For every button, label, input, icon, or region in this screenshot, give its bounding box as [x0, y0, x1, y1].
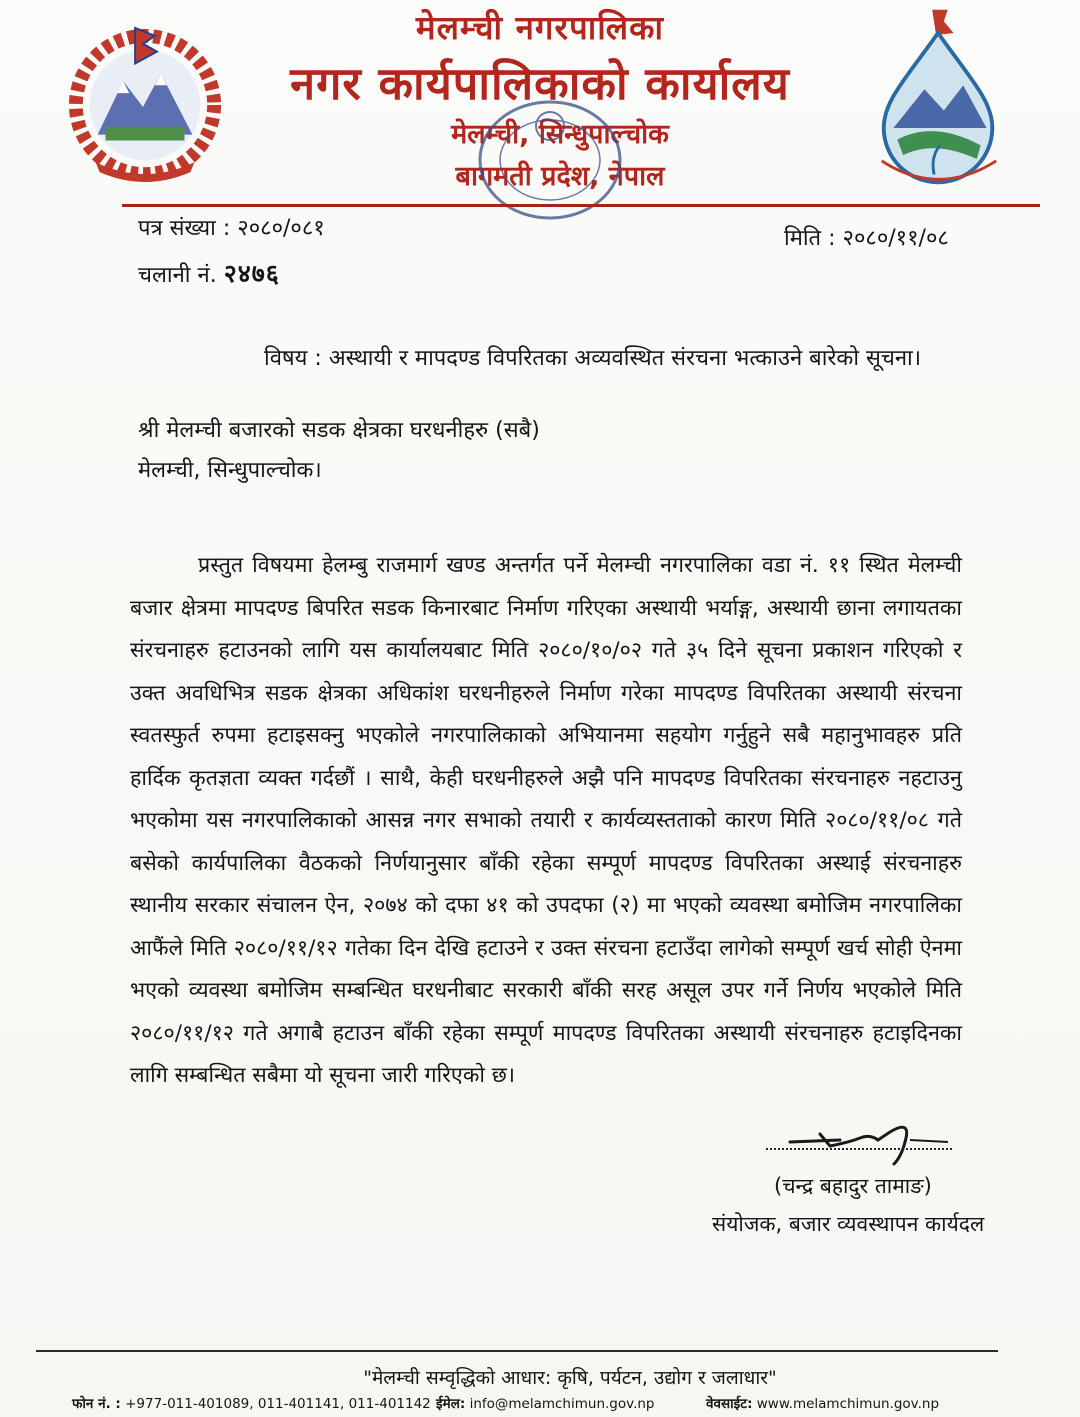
- signatory-name: (चन्द्र बहादुर तामाङ): [774, 1174, 932, 1198]
- footer-email: [436, 1394, 654, 1412]
- letter-number-value: २०८०/०८१: [237, 216, 325, 241]
- dispatch-number: [138, 256, 280, 290]
- letter-date-value: २०८०/११/०८: [842, 226, 949, 251]
- dispatch-number-value: २४७६: [223, 259, 280, 288]
- subject-line: [264, 342, 921, 372]
- signature-line: [766, 1148, 952, 1150]
- addressee-line-1: श्री मेलम्ची बजारको सडक क्षेत्रका घरधनीहरु (सबै): [138, 418, 540, 443]
- body-paragraph: प्रस्तुत विषयमा हेलम्बु राजमार्ग खण्ड अन्तर्गत पर्ने मेलम्ची नगरपालिका वडा नं. ११ स्थित मेलम्ची बजार क्षेत्रमा मापदण्ड बिपरित सडक किनारबाट निर्माण गरिएका अस्थायी भर्याङ्ग, अस्थायी छाना लगायतका संरचनाहरु हटाउनको लागि यस कार्यालयबाट मिति २०८०/१०/०२ गते ३५ दिने सूचना प्रकाशन गरिएको र उक्त अवधिभित्र सडक क्षेत्रका अधिकांश घरधनीहरुले निर्माण गरेका मापदण्ड विपरितका अस्थायी संरचना स्वतस्फुर्त रुपमा हटाइसक्नु भएकोले नगरपालिकाको अभियानमा सहयोग गर्नुहुने सबै महानुभावहरु प्रति हार्दिक कृतज्ञता व्यक्त गर्दछौं । साथै, केही घरधनीहरुले अझै पनि मापदण्ड विपरितका संरचनाहरु नहटाउनु भएकोमा यस नगरपालिकाको आसन्न नगर सभाको तयारी र कार्यव्यस्तताको कारण मिति २०८०/११/०८ गते बसेको कार्यपालिका वैठकको निर्णयानुसार बाँकी रहेका सम्पूर्ण मापदण्ड विपरितका अस्थाई संरचनाहरु स्थानीय सरकार संचालन ऐन, २०७४ को दफा ४१ को उपदफा (२) मा भएको व्यवस्था बमोजिम नगरपालिका आफैंले मिति २०८०/११/१२ गतेका दिन देखि हटाउने र उक्त संरचना हटाउँदा लागेको सम्पूर्ण खर्च सोही ऐनमा भएको व्यवस्था बमोजिम सम्बन्धित घरधनीबाट सरकारी बाँकी सरह असूल उपर गर्ने निर्णय भएकोले मिति २०८०/११/१२ गते अगाबै हटाउन बाँकी रहेका सम्पूर्ण मापदण्ड विपरितका अस्थायी संरचनाहरु हटाइदिनका लागि सम्बन्धित सबैमा यो सूचना जारी गरिएको छ।: [130, 553, 962, 1088]
- signature-mark-icon: [760, 1120, 950, 1170]
- footer-website-value: www.melamchimun.gov.np: [756, 1396, 940, 1412]
- letterhead-location: मेलम्ची, सिन्धुपाल्चोक: [451, 119, 669, 150]
- addressee-line-2: मेलम्ची, सिन्धुपाल्चोक।: [138, 458, 322, 483]
- footer-email-label: ईमेल:: [436, 1396, 466, 1412]
- footer-phone-value: +977-011-401089, 011-401141, 011-401142: [125, 1396, 431, 1412]
- footer-website: [706, 1394, 939, 1412]
- letter-body: [130, 545, 962, 1098]
- signatory-title: संयोजक, बजार व्यवस्थापन कार्यदल: [712, 1212, 985, 1236]
- footer-divider: [36, 1350, 998, 1352]
- footer-email-value: info@melamchimun.gov.np: [469, 1396, 655, 1412]
- footer-website-label: वेवसाईट:: [706, 1396, 753, 1412]
- footer-phone: [72, 1394, 431, 1412]
- footer-phone-label: फोन नं. :: [72, 1396, 121, 1412]
- letter-number-label: पत्र संख्या :: [138, 216, 231, 241]
- office-stamp-icon: [470, 96, 630, 236]
- letter-date: [784, 222, 949, 252]
- letterhead-province: बागमती प्रदेश, नेपाल: [455, 161, 665, 192]
- letter-date-label: मिति :: [784, 226, 836, 251]
- subject-text: अस्थायी र मापदण्ड विपरितका अव्यवस्थित संरचना भत्काउने बारेको सूचना।: [328, 346, 922, 371]
- letterhead-municipality-name: मेलम्ची नगरपालिका: [415, 8, 665, 47]
- letter-number: [138, 212, 325, 242]
- footer-motto: "मेलम्ची सम्वृद्धिको आधार: कृषि, पर्यटन, उद्योग र जलाधार": [363, 1367, 777, 1389]
- dispatch-number-label: चलानी नं.: [138, 263, 217, 288]
- letterhead-divider: [122, 204, 1040, 207]
- subject-label: विषय :: [264, 346, 322, 371]
- letterhead-office-name: नगर कार्यपालिकाको कार्यालय: [290, 57, 790, 110]
